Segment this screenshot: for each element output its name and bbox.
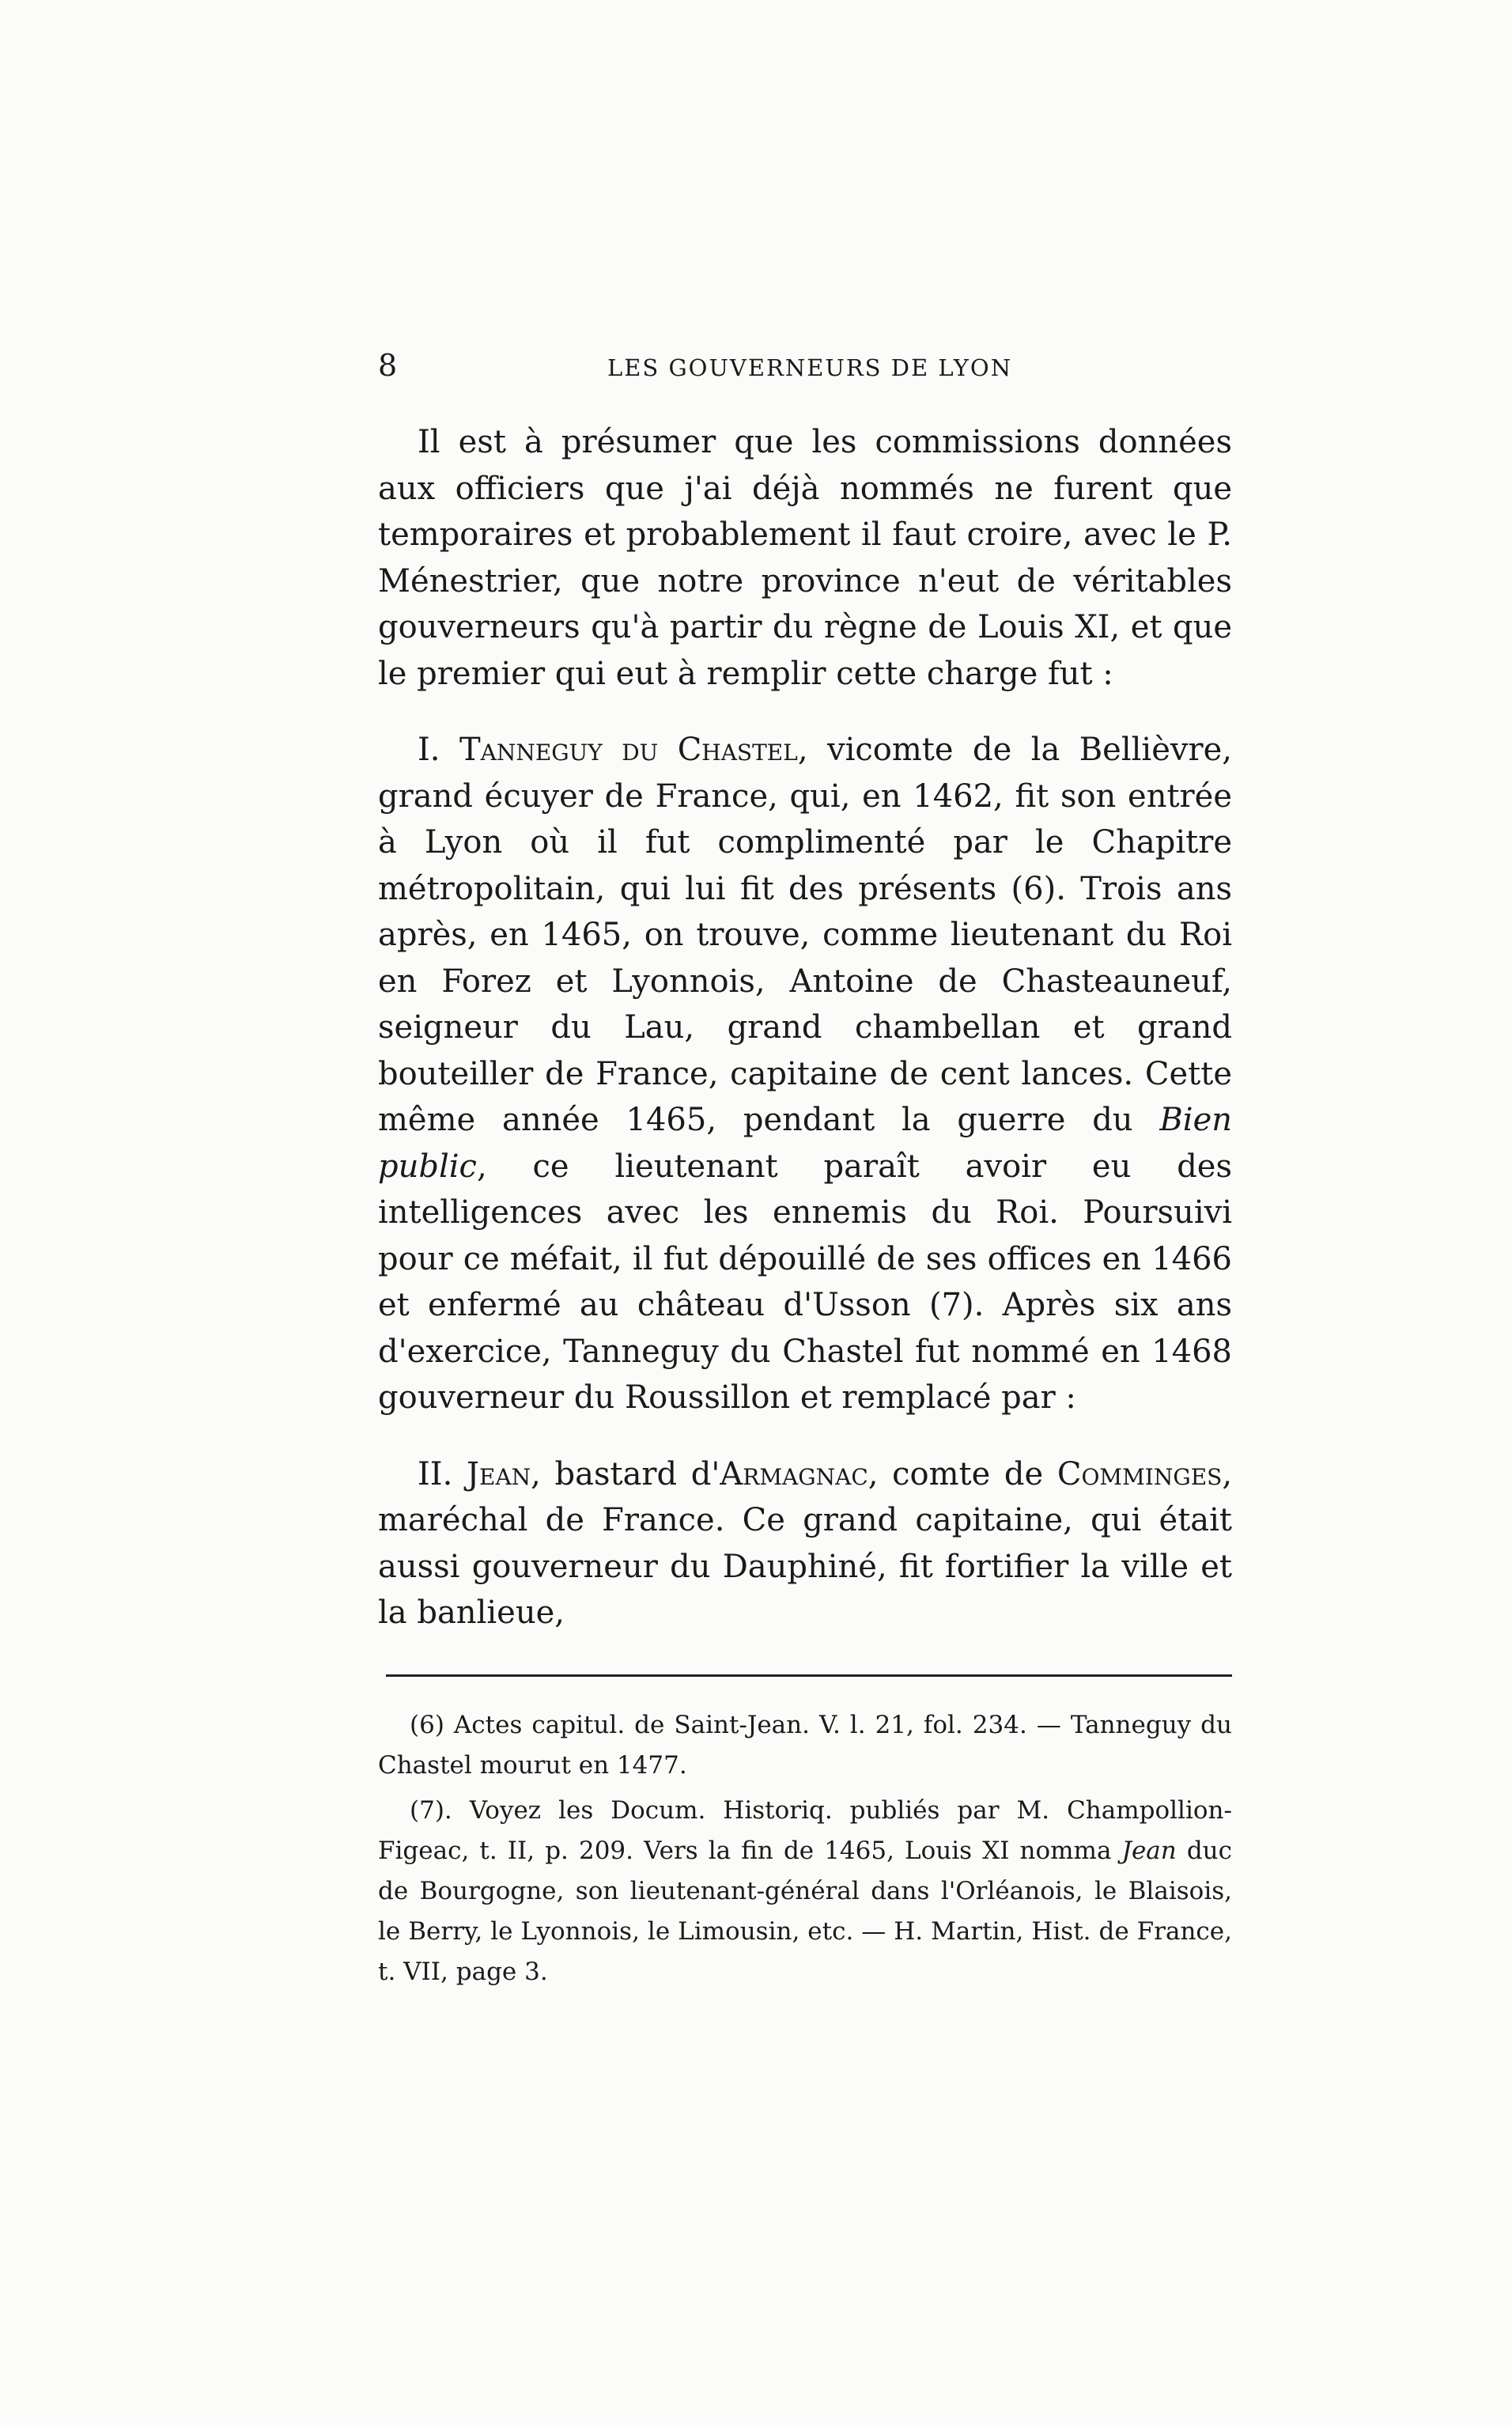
footnote-divider bbox=[386, 1674, 1232, 1677]
body-text bbox=[378, 419, 1232, 1636]
governor-surname: Armagnac bbox=[720, 1455, 868, 1492]
book-page bbox=[378, 348, 1232, 1992]
footnote-7 bbox=[378, 1791, 1232, 1992]
paragraph-intro: Il est à présumer que les commissions données aux officiers que j'ai déjà nommés ne furent que temporaires et probablement il faut croire, avec le P. Ménestrier, que notre province n'eut de véritables gouverneurs qu'à partir du règne de Louis XI, et que le premier qui eut à remplir cette charge fut : bbox=[378, 424, 1232, 692]
footnotes bbox=[378, 1705, 1232, 1992]
entry-numeral: II. bbox=[418, 1455, 467, 1492]
page-number: 8 bbox=[378, 348, 398, 383]
entry-text: , vicomte de la Bellièvre, grand écuyer de France, qui, en 1462, fit son entrée à Lyon où il fut complimenté par le Chapitre métropolitain, qui lui fit des présents (6). Trois ans après, en 1465, on trouve, comme lieutenant du Roi en Forez et Lyonnois, Antoine de Chasteauneuf, seigneur du Lau, grand chambellan et grand bouteiller de France, capitaine de cent lances. Cette même année 1465, pendant la guerre du bbox=[378, 732, 1233, 1138]
county-name: Comminges bbox=[1057, 1455, 1223, 1492]
italic-term: Bien public bbox=[378, 1102, 1232, 1185]
footnote-6: (6) Actes capitul. de Saint-Jean. V. l. 21, fol. 234. — Tanneguy du Chastel mourut en 1477. bbox=[378, 1710, 1232, 1780]
paragraph-governor-2 bbox=[378, 1451, 1232, 1636]
footnote-text: duc de Bourgogne, son lieutenant-général dans l'Orléanois, le Blaisois, le Berry, le Lyonnois, le Limousin, etc. — H. Martin, Hist. de France, t. VII, page 3. bbox=[378, 1836, 1232, 1986]
paragraph-governor-1 bbox=[378, 727, 1232, 1421]
entry-text: , comte de bbox=[868, 1455, 1057, 1492]
running-title: LES GOUVERNEURS DE LYON bbox=[607, 354, 1013, 381]
entry-numeral: I. bbox=[418, 732, 459, 768]
governor-name: Jean bbox=[466, 1455, 531, 1492]
running-head bbox=[378, 348, 1232, 395]
footnote-italic: Jean bbox=[1121, 1836, 1177, 1865]
entry-text: , ce lieutenant paraît avoir eu des intelligences avec les ennemis du Roi. Poursuivi pour ce méfait, il fut dépouillé de ses offices en 1466 et enfermé au château d'Usson (7). Après six ans d'exercice, Tanneguy du Chastel fut nommé en 1468 gouverneur du Roussillon et remplacé par : bbox=[378, 1148, 1232, 1416]
footnote-text: (7). Voyez les Docum. Historiq. publiés par M. Champollion-Figeac, t. II, p. 209. Vers la fin de 1465, Louis XI nomma bbox=[378, 1795, 1232, 1865]
entry-text: , bastard d' bbox=[531, 1455, 720, 1492]
governor-name: Tanneguy du Chastel bbox=[459, 732, 798, 768]
entry-text: , maréchal de France. Ce grand capitaine, qui était aussi gouverneur du Dauphiné, fit fortifier la ville et la banlieue, bbox=[378, 1455, 1233, 1631]
